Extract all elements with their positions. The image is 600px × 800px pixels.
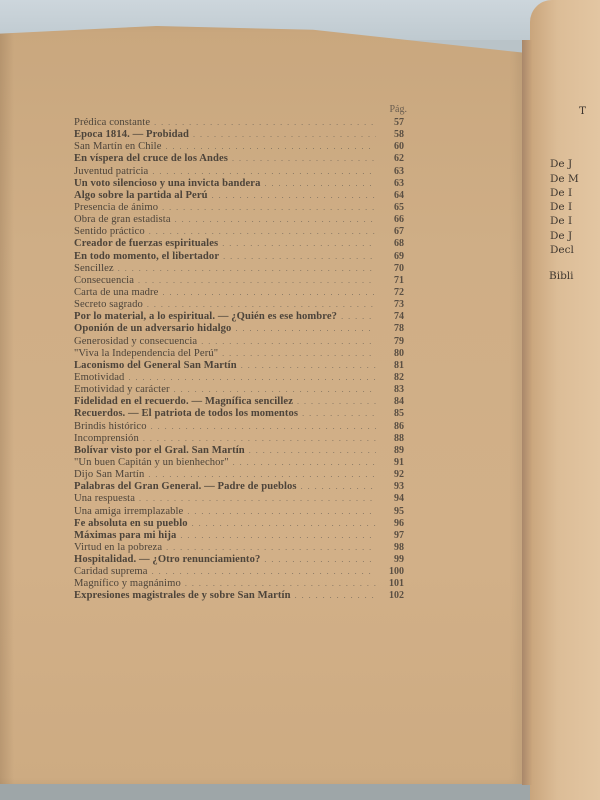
toc-entry <box>74 166 404 178</box>
toc-entry-title: Magnífico y magnánimo <box>74 578 181 590</box>
facing-page-text <box>550 104 586 284</box>
toc-entry-title: Virtud en la pobreza <box>74 541 163 553</box>
toc-entry <box>74 311 404 323</box>
toc-entry-page-number: 93 <box>394 481 404 493</box>
toc-entry <box>74 433 404 445</box>
toc-entry <box>74 348 404 360</box>
toc-entry-title: En víspera del cruce de los Andes <box>74 153 228 165</box>
toc-entry <box>74 287 404 299</box>
toc-entry-title: Creador de fuerzas espirituales <box>74 238 219 250</box>
toc-entry <box>74 226 404 238</box>
dot-leader <box>222 238 376 250</box>
toc-entry-title: Brindis histórico <box>74 420 147 432</box>
dot-leader <box>212 190 376 202</box>
toc-entry-title: Por lo material, a lo espiritual. — ¿Quién es ese hombre? <box>74 311 338 323</box>
dot-leader <box>264 554 376 566</box>
toc-entry-page-number: 58 <box>394 129 404 141</box>
toc-entry-title: Expresiones magistrales de y sobre San Martín <box>74 590 291 602</box>
toc-entry-page-number: 79 <box>394 335 404 347</box>
toc-entry-page-number: 97 <box>394 529 404 541</box>
toc-entry <box>74 481 404 493</box>
dot-leader <box>147 299 376 311</box>
toc-entry-page-number: 81 <box>394 359 404 371</box>
book-gutter <box>522 40 532 785</box>
toc-entry <box>74 129 404 141</box>
toc-entry-title: "Un buen Capitán y un bienhechor" <box>74 456 229 468</box>
dot-leader <box>166 542 376 554</box>
dot-leader <box>249 445 376 457</box>
toc-entry-title: Fe absoluta en su pueblo <box>74 517 188 529</box>
toc-entry-page-number: 86 <box>394 420 404 432</box>
facing-page-bibliography-fragment: Bibli <box>549 270 574 283</box>
dot-leader <box>222 348 376 360</box>
toc-entry-title: Recuerdos. — El patriota de todos los momentos <box>74 408 299 420</box>
dot-leader <box>297 396 376 408</box>
toc-entry-title: Laconismo del General San Martín <box>74 359 237 371</box>
dot-leader <box>223 251 376 263</box>
dot-leader <box>152 166 376 178</box>
toc-entry-title: Un voto silencioso y una invicta bandera <box>74 177 261 189</box>
toc-entry-page-number: 84 <box>394 396 404 408</box>
toc-entry-page-number: 66 <box>394 214 404 226</box>
toc-entry-title: Oponión de un adversario hidalgo <box>74 323 232 335</box>
toc-entry-page-number: 68 <box>394 238 404 250</box>
toc-entry-page-number: 85 <box>394 408 404 420</box>
toc-entry-page-number: 73 <box>394 299 404 311</box>
toc-entry <box>74 372 404 384</box>
toc-entry-page-number: 96 <box>394 517 404 529</box>
toc-entry-page-number: 63 <box>394 177 404 189</box>
dot-leader <box>151 421 376 433</box>
toc-entry-title: Fidelidad en el recuerdo. — Magnífica sencillez <box>74 396 293 408</box>
toc-entry <box>74 275 404 287</box>
toc-entry-page-number: 102 <box>389 590 404 602</box>
dot-leader <box>162 287 376 299</box>
toc-entry-title: Obra de gran estadista <box>74 214 171 226</box>
toc-entry-title: Consecuencia <box>74 274 135 286</box>
toc-entry-title: Algo sobre la partida al Perú <box>74 189 208 201</box>
dot-leader <box>138 275 376 287</box>
toc-list <box>74 117 404 603</box>
dot-leader <box>180 530 376 542</box>
toc-entry <box>74 117 404 129</box>
toc-entry-page-number: 92 <box>394 469 404 481</box>
dot-leader <box>185 578 376 590</box>
toc-entry-page-number: 74 <box>394 311 404 323</box>
dot-leader <box>162 202 376 214</box>
toc-entry-page-number: 88 <box>394 432 404 444</box>
toc-entry-page-number: 65 <box>394 201 404 213</box>
toc-entry <box>74 469 404 481</box>
toc-entry-page-number: 101 <box>389 578 404 590</box>
toc-entry-page-number: 64 <box>394 189 404 201</box>
toc-entry-title: Una amiga irremplazable <box>74 505 184 517</box>
toc-entry-page-number: 67 <box>394 226 404 238</box>
dot-leader <box>341 311 376 323</box>
toc-entry <box>74 190 404 202</box>
toc-entry-title: Secreto sagrado <box>74 299 143 311</box>
toc-entry-title: Presencia de ánimo <box>74 201 159 213</box>
toc-entry-page-number: 78 <box>394 323 404 335</box>
dot-leader <box>148 469 376 481</box>
toc-entry <box>74 445 404 457</box>
dot-leader <box>232 153 376 165</box>
dot-leader <box>192 518 376 530</box>
toc-entry-title: Generosidad y consecuencia <box>74 335 198 347</box>
dot-leader <box>201 336 376 348</box>
toc-entry-page-number: 89 <box>394 444 404 456</box>
toc-entry <box>74 493 404 505</box>
toc-entry <box>74 518 404 530</box>
dot-leader <box>139 493 376 505</box>
dot-leader <box>241 360 376 372</box>
toc-entry-title: Una respuesta <box>74 493 136 505</box>
toc-entry <box>74 360 404 372</box>
facing-page-line: De M <box>550 172 579 185</box>
dot-leader <box>174 384 376 396</box>
dot-leader <box>149 226 376 238</box>
toc-entry-title: En todo momento, el libertador <box>74 250 220 262</box>
toc-entry-title: Hospitalidad. — ¿Otro renunciamiento? <box>74 554 261 566</box>
dot-leader <box>302 408 376 420</box>
dot-leader <box>301 481 376 493</box>
toc-entry <box>74 153 404 165</box>
toc-entry-title: Juventud patricia <box>74 165 149 177</box>
toc-entry <box>74 506 404 518</box>
toc-entry-title: Epoca 1814. — Probidad <box>74 129 190 141</box>
dot-leader <box>187 506 376 518</box>
toc-entry-title: Dijo San Martín <box>74 469 145 481</box>
dot-leader <box>152 566 376 578</box>
facing-page-line: De I <box>550 186 573 199</box>
toc-entry-page-number: 63 <box>394 165 404 177</box>
dot-leader <box>235 323 376 335</box>
toc-entry-page-number: 57 <box>394 117 404 128</box>
toc-entry-page-number: 100 <box>389 566 404 578</box>
dot-leader <box>264 178 376 190</box>
toc-entry <box>74 384 404 396</box>
toc-entry-title: Bolívar visto por el Gral. San Martín <box>74 444 245 456</box>
toc-entry-page-number: 80 <box>394 347 404 359</box>
dot-leader <box>118 263 376 275</box>
toc-entry-page-number: 71 <box>394 274 404 286</box>
toc-entry-page-number: 60 <box>394 141 404 153</box>
toc-entry-page-number: 70 <box>394 262 404 274</box>
toc-entry <box>74 214 404 226</box>
toc-entry <box>74 238 404 250</box>
toc-entry-page-number: 83 <box>394 384 404 396</box>
facing-page-line: De J <box>550 229 573 242</box>
toc-entry <box>74 396 404 408</box>
facing-page-heading-fragment: T <box>579 105 587 117</box>
toc-entry-title: Palabras del Gran General. — Padre de pueblos <box>74 481 297 493</box>
toc-entry-title: Emotividad <box>74 371 125 383</box>
dot-leader <box>166 141 376 153</box>
toc-entry-page-number: 94 <box>394 493 404 505</box>
dot-leader <box>193 129 376 141</box>
toc-entry-page-number: 98 <box>394 541 404 553</box>
facing-page-line: Decl <box>550 244 574 257</box>
toc-entry-page-number: 62 <box>394 153 404 165</box>
toc-entry-title: Máximas para mi hija <box>74 529 177 541</box>
facing-page-list <box>550 157 586 257</box>
dot-leader <box>154 117 376 129</box>
page-column-header: Pág. <box>389 104 407 115</box>
toc-entry-page-number: 82 <box>394 371 404 383</box>
toc-entry-title: Prédica constante <box>74 117 151 128</box>
dot-leader <box>143 433 376 445</box>
toc-entry <box>74 251 404 263</box>
toc-entry <box>74 299 404 311</box>
toc-entry <box>74 178 404 190</box>
toc-entry <box>74 421 404 433</box>
facing-page-line: De I <box>550 201 573 214</box>
toc-entry <box>74 457 404 469</box>
dot-leader <box>175 214 376 226</box>
toc-entry <box>74 542 404 554</box>
dot-leader <box>128 372 376 384</box>
toc-entry <box>74 336 404 348</box>
toc-entry-title: San Martín en Chile <box>74 141 162 153</box>
toc-entry <box>74 554 404 566</box>
toc-entry <box>74 578 404 590</box>
dot-leader <box>295 590 376 602</box>
toc-entry-title: Sencillez <box>74 262 114 274</box>
toc-entry <box>74 590 404 602</box>
toc-entry <box>74 263 404 275</box>
toc-entry-page-number: 91 <box>394 456 404 468</box>
toc-entry-title: "Viva la Independencia del Perú" <box>74 347 219 359</box>
facing-page-line: De I <box>550 215 573 228</box>
toc-entry <box>74 323 404 335</box>
toc-entry-page-number: 69 <box>394 250 404 262</box>
toc-entry-title: Incomprensión <box>74 432 139 444</box>
facing-page-line: De J <box>550 158 573 171</box>
toc-entry-page-number: 99 <box>394 554 404 566</box>
toc-entry-page-number: 72 <box>394 286 404 298</box>
dot-leader <box>233 457 376 469</box>
toc-entry <box>74 566 404 578</box>
toc-entry-title: Caridad suprema <box>74 566 148 578</box>
toc-entry <box>74 408 404 420</box>
toc-entry <box>74 141 404 153</box>
toc-entry-title: Carta de una madre <box>74 286 159 298</box>
table-of-contents <box>74 104 407 603</box>
toc-entry <box>74 530 404 542</box>
toc-entry <box>74 202 404 214</box>
toc-entry-page-number: 95 <box>394 505 404 517</box>
toc-entry-title: Sentido práctico <box>74 226 145 238</box>
toc-entry-title: Emotividad y carácter <box>74 384 170 396</box>
